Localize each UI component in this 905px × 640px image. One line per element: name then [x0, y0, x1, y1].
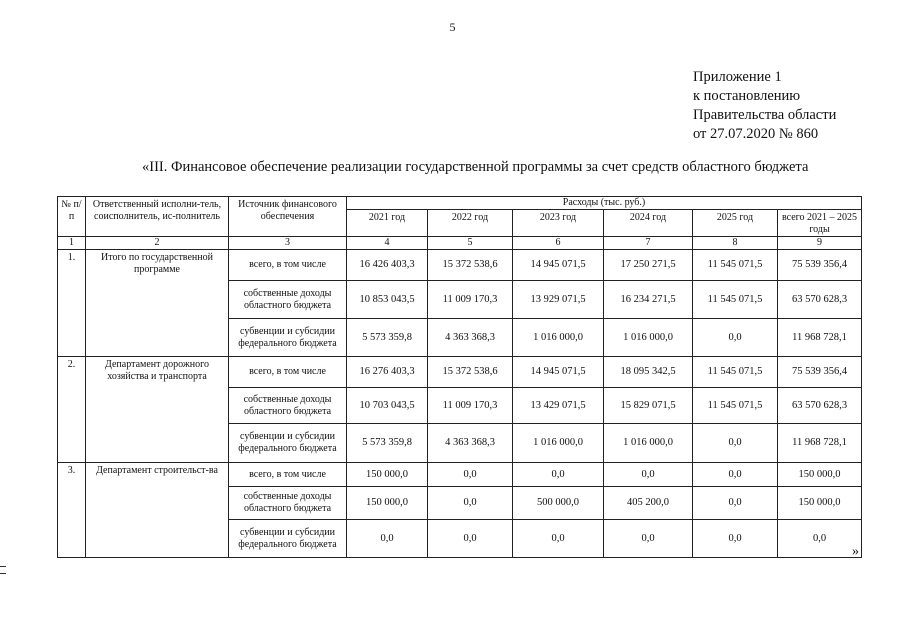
index-cell: 5 [428, 237, 513, 250]
executor-cell: Итого по государственной программе [86, 250, 229, 357]
index-cell: 1 [58, 237, 86, 250]
value-cell: 11 968 728,1 [778, 319, 862, 357]
header-expenses: Расходы (тыс. руб.) [347, 197, 862, 210]
source-cell: собственные доходы областного бюджета [229, 281, 347, 319]
value-cell: 11 545 071,5 [693, 357, 778, 388]
value-cell: 0,0 [693, 520, 778, 558]
header-num: № п/п [58, 197, 86, 237]
value-cell: 1 016 000,0 [513, 319, 604, 357]
value-cell: 16 426 403,3 [347, 250, 428, 281]
value-cell: 0,0 [604, 520, 693, 558]
header-year: 2024 год [604, 210, 693, 237]
value-cell: 150 000,0 [778, 463, 862, 487]
source-cell: собственные доходы областного бюджета [229, 487, 347, 520]
value-cell: 15 372 538,6 [428, 250, 513, 281]
value-cell: 150 000,0 [347, 487, 428, 520]
index-cell: 6 [513, 237, 604, 250]
value-cell: 0,0 [693, 319, 778, 357]
value-cell: 63 570 628,3 [778, 281, 862, 319]
row-number: 3. [58, 463, 86, 558]
appendix-line: от 27.07.2020 № 860 [693, 126, 819, 142]
value-cell: 0,0 [693, 463, 778, 487]
value-cell: 14 945 071,5 [513, 357, 604, 388]
header-year: 2022 год [428, 210, 513, 237]
value-cell: 0,0 [428, 487, 513, 520]
value-cell: 75 539 356,4 [778, 357, 862, 388]
value-cell: 13 929 071,5 [513, 281, 604, 319]
value-cell: 1 016 000,0 [604, 424, 693, 463]
value-cell: 0,0 [778, 520, 862, 558]
value-cell: 4 363 368,3 [428, 424, 513, 463]
header-source: Источник финансового обеспечения [229, 197, 347, 237]
source-cell: всего, в том числе [229, 463, 347, 487]
appendix-line: к постановлению [693, 88, 801, 104]
value-cell: 0,0 [347, 520, 428, 558]
value-cell: 150 000,0 [347, 463, 428, 487]
page-number: 5 [449, 20, 456, 34]
value-cell: 0,0 [513, 520, 604, 558]
value-cell: 4 363 368,3 [428, 319, 513, 357]
table-row [58, 463, 862, 487]
source-cell: субвенции и субсидии федерального бюджета [229, 319, 347, 357]
value-cell: 1 016 000,0 [604, 319, 693, 357]
value-cell: 11 545 071,5 [693, 388, 778, 424]
value-cell: 18 095 342,5 [604, 357, 693, 388]
financing-table [57, 196, 862, 558]
value-cell: 16 234 271,5 [604, 281, 693, 319]
header-year-total: всего 2021 – 2025 годы [778, 210, 862, 237]
appendix-line: Правительства области [693, 107, 837, 123]
value-cell: 15 829 071,5 [604, 388, 693, 424]
appendix-block [693, 68, 836, 144]
document-title: «III. Финансовое обеспечение реализации государственной программы за счет средств областного бюджета [142, 159, 809, 175]
appendix-line: Приложение 1 [693, 69, 782, 85]
header-year: 2023 год [513, 210, 604, 237]
header-year: 2021 год [347, 210, 428, 237]
index-cell: 2 [86, 237, 229, 250]
value-cell: 1 016 000,0 [513, 424, 604, 463]
value-cell: 0,0 [693, 424, 778, 463]
value-cell: 0,0 [604, 463, 693, 487]
value-cell: 150 000,0 [778, 487, 862, 520]
continuation-mark: » [852, 544, 859, 559]
value-cell: 13 429 071,5 [513, 388, 604, 424]
source-cell: субвенции и субсидии федерального бюджета [229, 424, 347, 463]
scan-edge-mark [0, 566, 6, 574]
index-cell: 4 [347, 237, 428, 250]
table-row [58, 250, 862, 281]
value-cell: 11 009 170,3 [428, 388, 513, 424]
value-cell: 11 009 170,3 [428, 281, 513, 319]
value-cell: 0,0 [513, 463, 604, 487]
source-cell: всего, в том числе [229, 357, 347, 388]
value-cell: 5 573 359,8 [347, 424, 428, 463]
index-cell: 9 [778, 237, 862, 250]
value-cell: 500 000,0 [513, 487, 604, 520]
value-cell: 15 372 538,6 [428, 357, 513, 388]
value-cell: 63 570 628,3 [778, 388, 862, 424]
value-cell: 11 968 728,1 [778, 424, 862, 463]
table-row [58, 357, 862, 388]
row-number: 2. [58, 357, 86, 463]
value-cell: 10 703 043,5 [347, 388, 428, 424]
header-year: 2025 год [693, 210, 778, 237]
value-cell: 16 276 403,3 [347, 357, 428, 388]
value-cell: 5 573 359,8 [347, 319, 428, 357]
value-cell: 75 539 356,4 [778, 250, 862, 281]
header-executor: Ответственный исполни-тель, соисполнитель, ис-полнитель [86, 197, 229, 237]
value-cell: 0,0 [428, 520, 513, 558]
value-cell: 14 945 071,5 [513, 250, 604, 281]
executor-cell: Департамент строительст-ва [86, 463, 229, 558]
value-cell: 17 250 271,5 [604, 250, 693, 281]
value-cell: 0,0 [428, 463, 513, 487]
executor-cell: Департамент дорожного хозяйства и транспорта [86, 357, 229, 463]
source-cell: собственные доходы областного бюджета [229, 388, 347, 424]
value-cell: 10 853 043,5 [347, 281, 428, 319]
index-cell: 8 [693, 237, 778, 250]
index-cell: 7 [604, 237, 693, 250]
value-cell: 11 545 071,5 [693, 250, 778, 281]
value-cell: 11 545 071,5 [693, 281, 778, 319]
row-number: 1. [58, 250, 86, 357]
value-cell: 405 200,0 [604, 487, 693, 520]
source-cell: субвенции и субсидии федерального бюджета [229, 520, 347, 558]
value-cell: 0,0 [693, 487, 778, 520]
index-cell: 3 [229, 237, 347, 250]
source-cell: всего, в том числе [229, 250, 347, 281]
